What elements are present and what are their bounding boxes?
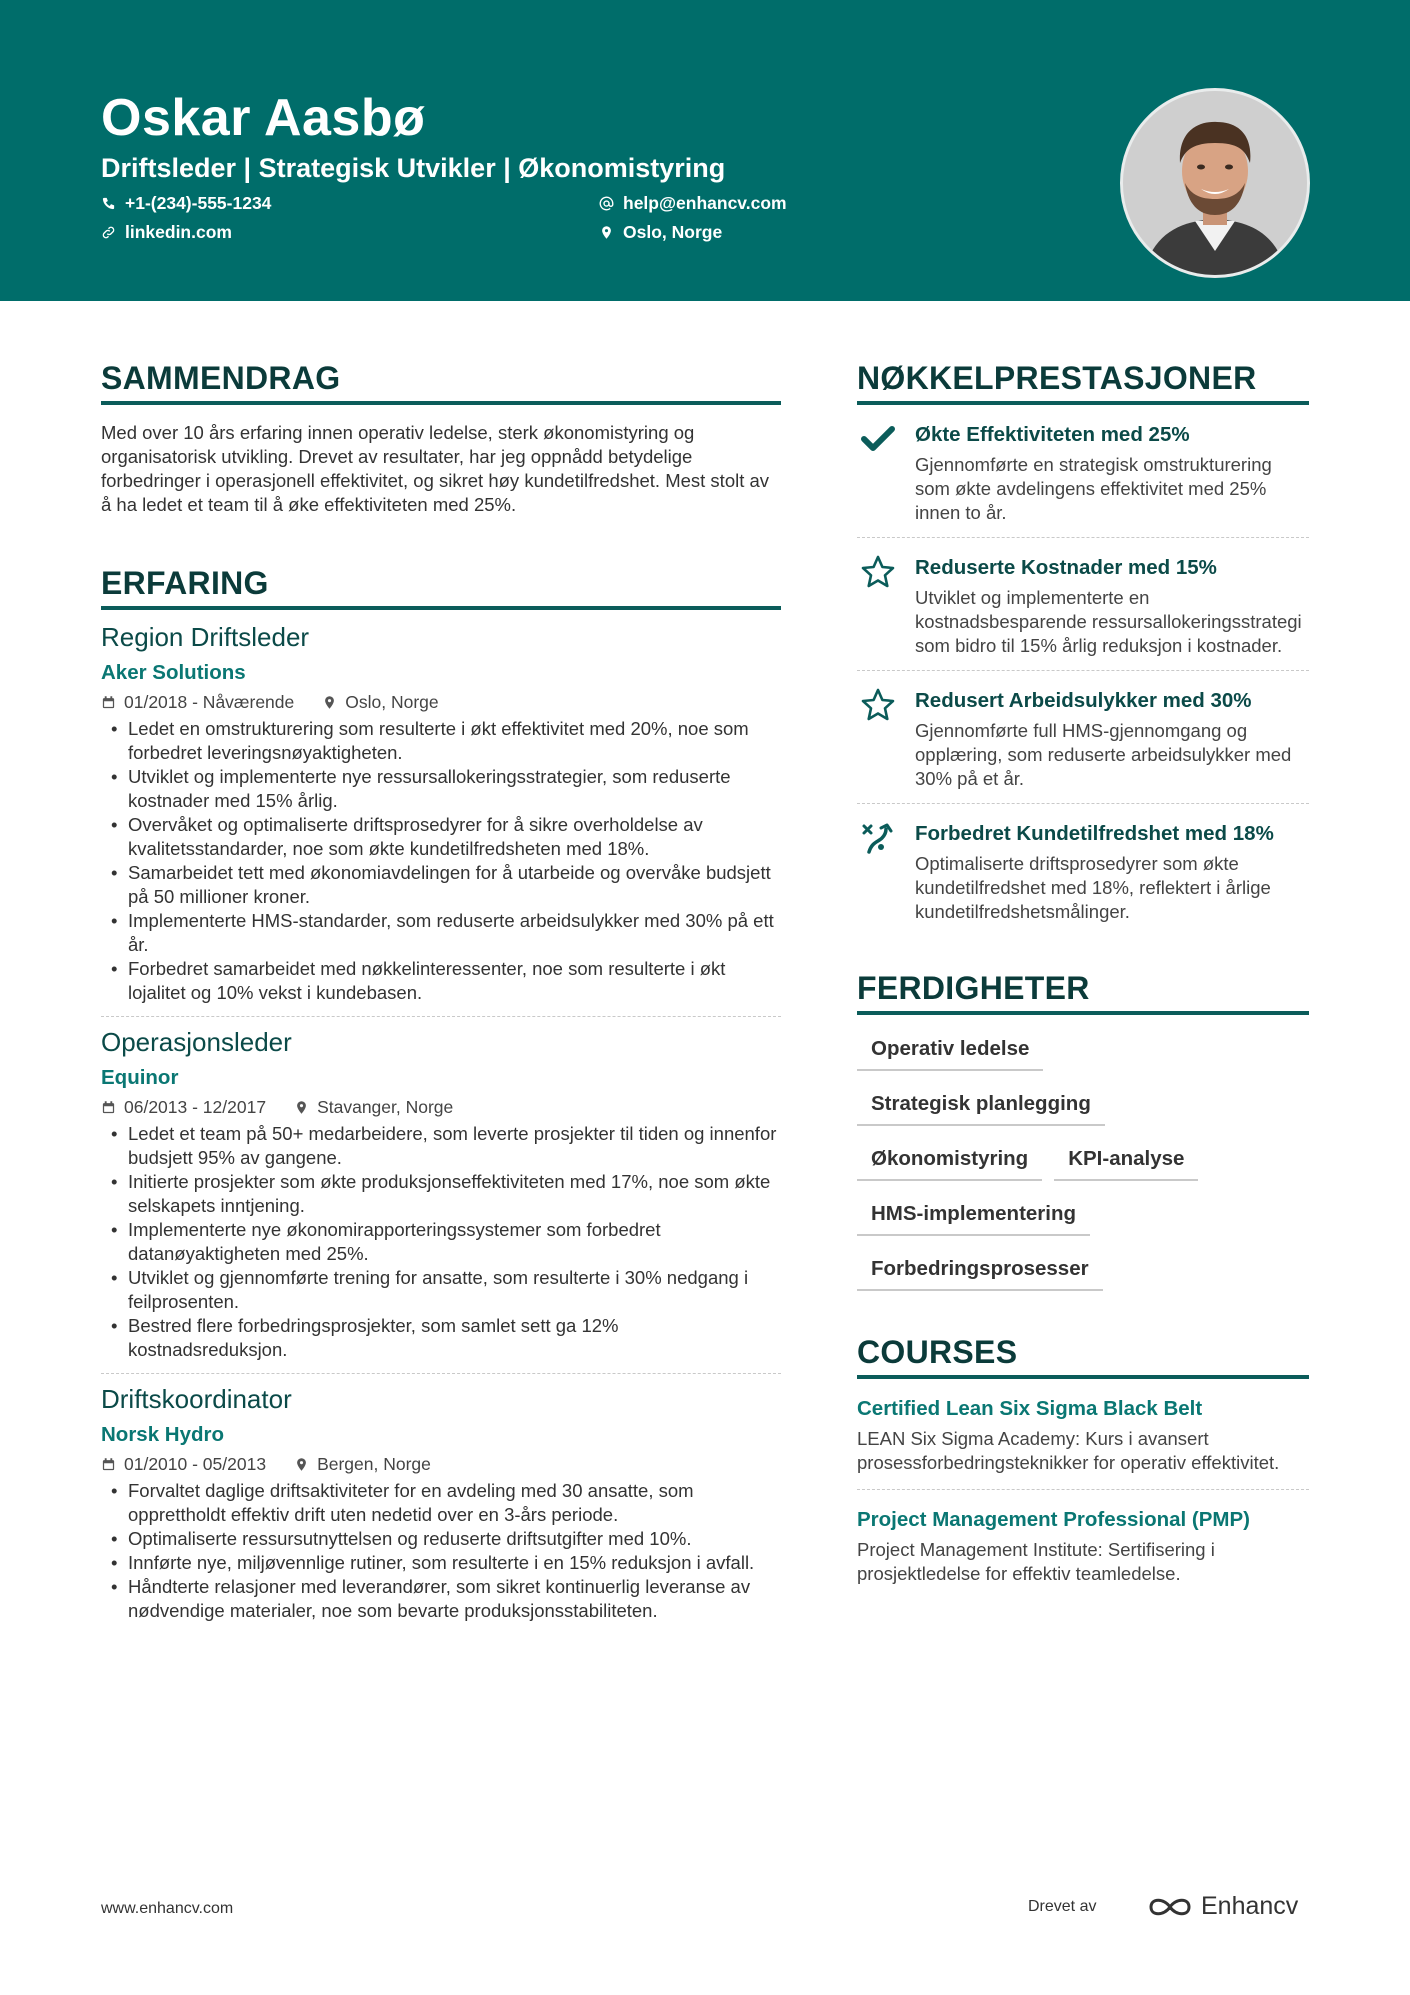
phone-icon	[101, 196, 116, 211]
experience-heading: ERFARING	[101, 565, 781, 610]
skills-heading: FERDIGHETER	[857, 970, 1309, 1015]
link-icon	[101, 225, 116, 240]
job-location-text: Oslo, Norge	[345, 692, 439, 712]
achievement-desc: Gjennomførte en strategisk omstrukturering som økte avdelingens effektivitet med 25% innen to år.	[915, 454, 1272, 523]
footer-url[interactable]: www.enhancv.com	[101, 1900, 234, 1917]
job-bullet: • Samarbeidet tett med økonomiavdelingen for å utarbeide og overvåke budsjett på 50 millioner kroner.	[101, 861, 781, 909]
job-company: Aker Solutions	[101, 661, 246, 684]
job-dates-text: 01/2018 - Nåværende	[124, 692, 295, 712]
job-bullet: • Ledet en omstrukturering som resulterte i økt effektivitet med 20%, noe som forbedret leveringsnøyaktigheten.	[101, 717, 781, 765]
profile-photo	[1120, 88, 1310, 278]
achievements-heading: NØKKELPRESTASJONER	[857, 360, 1309, 405]
job-bullet: • Initierte prosjekter som økte produksjonseffektiviteten med 17%, noe som økte selskapets inntjening.	[101, 1170, 781, 1218]
job-company: Norsk Hydro	[101, 1423, 225, 1446]
skill-tag: Operativ ledelse	[857, 1025, 1043, 1071]
job-company: Equinor	[101, 1066, 179, 1089]
job-bullet: • Implementerte HMS-standarder, som reduserte arbeidsulykker med 30% på ett år.	[101, 909, 781, 957]
job-bullet: • Overvåket og optimaliserte driftsprosedyrer for å sikre overholdelse av kvalitetsstandarder, noe som økte kundetilfredsheten med 18%.	[101, 813, 781, 861]
achievement-item	[857, 671, 1309, 804]
achievement-desc: Gjennomførte full HMS-gjennomgang og opplæring, som reduserte arbeidsulykker med 30% på et år.	[915, 720, 1292, 789]
course-desc: Project Management Institute: Sertifisering i prosjektledelse for effektiv teamledelse.	[857, 1539, 1215, 1584]
location-pin-icon	[294, 1457, 309, 1472]
skill-tag: Forbedringsprosesser	[857, 1245, 1103, 1291]
star-icon	[860, 554, 896, 590]
job-meta	[101, 692, 781, 713]
calendar-icon	[101, 1100, 116, 1115]
contact-phone[interactable]	[101, 193, 271, 214]
job-bullet: • Ledet et team på 50+ medarbeidere, som leverte prosjekter til tiden og innenfor budsjett 95% av gangene.	[101, 1122, 781, 1170]
check-icon	[860, 421, 896, 457]
job-bullets	[101, 717, 781, 1005]
job-bullet: • Innførte nye, miljøvennlige rutiner, som resulterte i en 15% reduksjon i avfall.	[101, 1551, 781, 1575]
infinity-logo-icon	[1147, 1895, 1193, 1919]
strategy-icon	[860, 820, 896, 856]
job-bullet: • Implementerte nye økonomirapporteringssystemer som forbedret datanøyaktigheten med 25%.	[101, 1218, 781, 1266]
skill-tag: Strategisk planlegging	[857, 1080, 1105, 1126]
skill-tag: KPI-analyse	[1054, 1135, 1198, 1181]
job-location-text: Stavanger, Norge	[317, 1097, 454, 1117]
contact-location	[599, 222, 722, 243]
resume-header	[0, 0, 1410, 301]
job-title: Region Driftsleder	[101, 622, 310, 652]
email-text: help@enhancv.com	[623, 193, 787, 213]
job-dates	[101, 1097, 266, 1118]
star-icon	[860, 687, 896, 723]
calendar-icon	[101, 1457, 116, 1472]
achievement-desc: Optimaliserte driftsprosedyrer som økte kundetilfredshet med 18%, reflektert i årlige kundetilfredshetsmålinger.	[915, 853, 1271, 922]
job-location	[322, 692, 438, 713]
job-bullet: • Forvaltet daglige driftsaktiviteter for en avdeling med 30 ansatte, som opprettholdt effektiv drift uten nedetid over en 3-års periode.	[101, 1479, 781, 1527]
job-bullets	[101, 1122, 781, 1362]
course-title: Project Management Professional (PMP)	[857, 1508, 1251, 1531]
course-item	[857, 1379, 1309, 1490]
contact-email[interactable]	[599, 193, 787, 214]
skills-list	[857, 1025, 1309, 1300]
enhancv-logo[interactable]	[1147, 1892, 1298, 1921]
summary-text: Med over 10 års erfaring innen operativ ledelse, sterk økonomistyring og organisatorisk utvikling. Drevet av resultater, har jeg oppnådd betydelige forbedringer i operasjonell effektivitet, og sikret høy kundetilfredshet. Mest stolt av å ha ledet et team til å øke effektiviteten med 25%.	[101, 422, 770, 515]
job-dates	[101, 692, 294, 713]
job-entry	[101, 1027, 781, 1374]
right-column	[857, 360, 1309, 1600]
job-bullet: • Utviklet og implementerte nye ressursallokeringsstrategier, som reduserte kostnader med 15% årlig.	[101, 765, 781, 813]
location-pin-icon	[294, 1100, 309, 1115]
achievement-title: Reduserte Kostnader med 15%	[915, 556, 1217, 579]
location-pin-icon	[599, 225, 614, 240]
course-title: Certified Lean Six Sigma Black Belt	[857, 1397, 1203, 1420]
location-text: Oslo, Norge	[623, 222, 723, 242]
job-bullet: • Utviklet og gjennomførte trening for ansatte, som resulterte i 30% nedgang i feilprosenten.	[101, 1266, 781, 1314]
job-bullet: • Bestred flere forbedringsprosjekter, som samlet sett ga 12% kostnadsreduksjon.	[101, 1314, 781, 1362]
job-dates	[101, 1454, 266, 1475]
location-pin-icon	[322, 695, 337, 710]
candidate-headline: Driftsleder | Strategisk Utvikler | Økonomistyring	[101, 153, 726, 183]
footer-powered-by: Drevet av	[1028, 1898, 1097, 1915]
job-location	[294, 1454, 431, 1475]
contact-linkedin[interactable]	[101, 222, 232, 243]
at-icon	[599, 196, 614, 211]
summary-heading: SAMMENDRAG	[101, 360, 781, 405]
candidate-name: Oskar Aasbø	[101, 89, 426, 147]
job-bullet: • Optimaliserte ressursutnyttelsen og reduserte driftsutgifter med 10%.	[101, 1527, 781, 1551]
job-location	[294, 1097, 453, 1118]
linkedin-text: linkedin.com	[125, 222, 232, 242]
achievement-item	[857, 538, 1309, 671]
achievement-title: Økte Effektiviteten med 25%	[915, 423, 1190, 446]
skill-tag: HMS-implementering	[857, 1190, 1090, 1236]
job-bullets	[101, 1479, 781, 1623]
job-title: Driftskoordinator	[101, 1384, 292, 1414]
achievement-item	[857, 804, 1309, 936]
job-bullet: • Håndterte relasjoner med leverandører, som sikret kontinuerlig leveranse av nødvendige materialer, noe som bevarte produksjonsstabiliteten.	[101, 1575, 781, 1623]
job-entry	[101, 622, 781, 1017]
job-dates-text: 06/2013 - 12/2017	[124, 1097, 267, 1117]
job-location-text: Bergen, Norge	[317, 1454, 431, 1474]
achievement-title: Forbedret Kundetilfredshet med 18%	[915, 822, 1274, 845]
achievement-title: Redusert Arbeidsulykker med 30%	[915, 689, 1252, 712]
job-title: Operasjonsleder	[101, 1027, 292, 1057]
job-entry	[101, 1384, 781, 1634]
calendar-icon	[101, 695, 116, 710]
course-desc: LEAN Six Sigma Academy: Kurs i avansert prosessforbedringsteknikker for operativ effektivitet.	[857, 1428, 1280, 1473]
phone-text: +1-(234)-555-1234	[125, 193, 272, 213]
brand-name: Enhancv	[1201, 1892, 1299, 1920]
achievement-item	[857, 405, 1309, 538]
left-column	[101, 360, 781, 1634]
job-meta	[101, 1097, 781, 1118]
skill-tag: Økonomistyring	[857, 1135, 1042, 1181]
course-item	[857, 1490, 1309, 1600]
achievement-desc: Utviklet og implementerte en kostnadsbesparende ressursallokeringsstrategi som bidro til 15% årlig reduksjon i kostnader.	[915, 587, 1302, 656]
job-meta	[101, 1454, 781, 1475]
job-bullet: • Forbedret samarbeidet med nøkkelinteressenter, noe som resulterte i økt lojalitet og 10% vekst i kundebasen.	[101, 957, 781, 1005]
courses-heading: COURSES	[857, 1334, 1309, 1379]
job-dates-text: 01/2010 - 05/2013	[124, 1454, 267, 1474]
